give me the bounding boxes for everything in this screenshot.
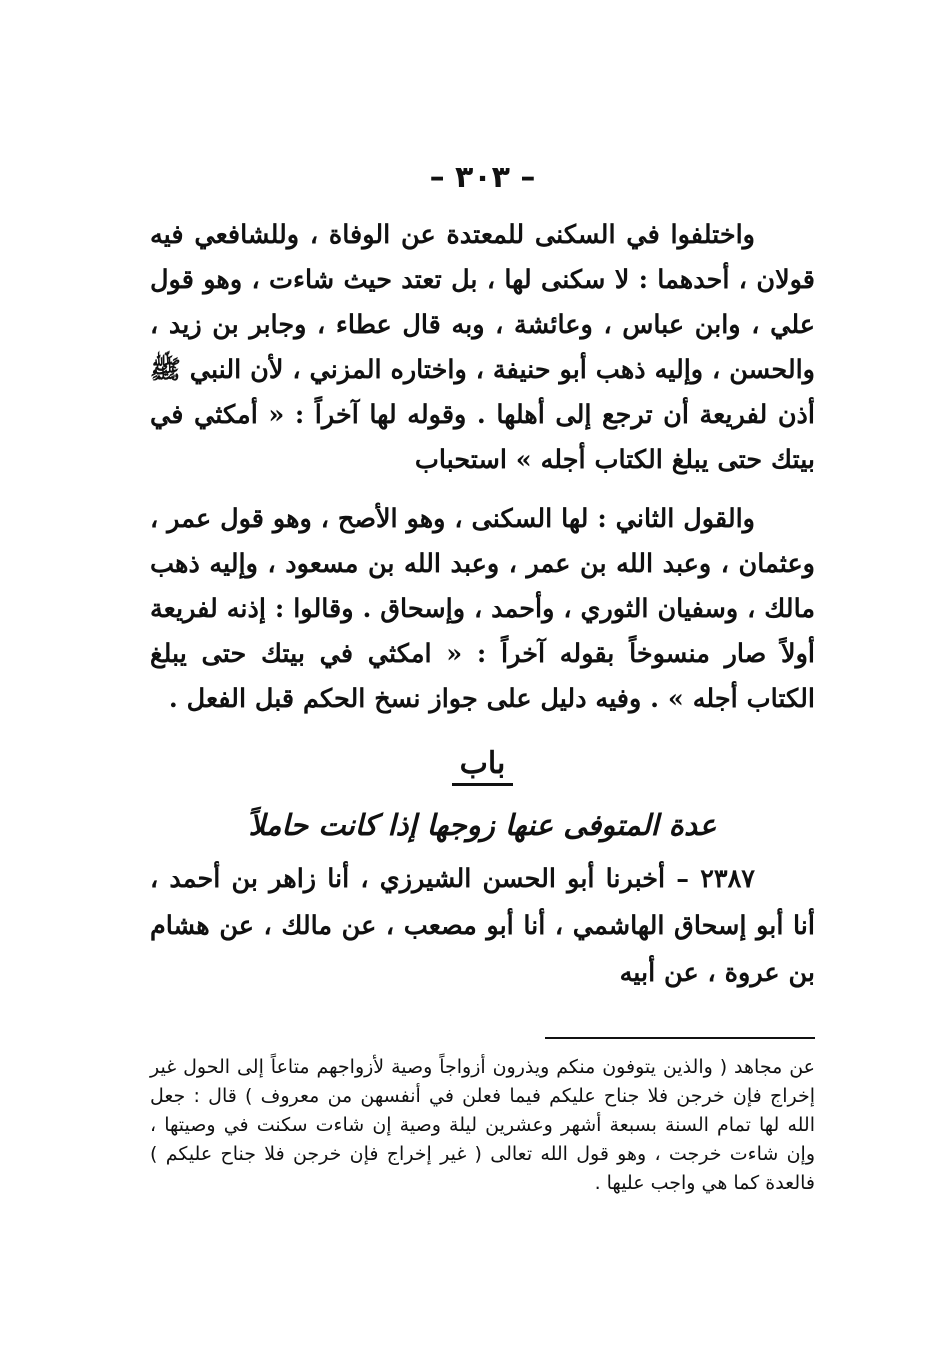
page-number: – ٣٠٣ – bbox=[429, 160, 536, 195]
main-text bbox=[150, 213, 815, 722]
book-page bbox=[150, 160, 815, 1198]
hadith-block bbox=[150, 856, 815, 997]
paragraph-first-opinion: واختلفوا في السكنى للمعتدة عن الوفاة ، وللشافعي فيه قولان ، أحدهما : لا سكنى لها ، بل تعتد حيث شاءت ، وهو قول علي ، وابن عباس ، وعائشة ، وبه قال عطاء ، وجابر بن زيد ، والحسن ، وإليه ذهب أبو حنيفة ، واختاره المزني ، لأن النبي ﷺ أذن لفريعة أن ترجع إلى أهلها . وقوله لها آخراً : « أمكثي في بيتك حتى يبلغ الكتاب أجله » استحباب bbox=[150, 220, 815, 475]
bab-label: باب bbox=[452, 746, 514, 786]
footnote-text: عن مجاهد ( والذين يتوفون منكم ويذرون أزواجاً وصية لأزواجهم متاعاً إلى الحول غير إخراج فإن خرجن فلا جناح عليكم فيما فعلن في أنفسهن من معروف ) قال : جعل الله لها تمام السنة بسبعة أشهر وعشرين ليلة وصية إن شاءت سكنت في وصيتها ، وإن شاءت خرجت ، وهو قول الله تعالى ( غير إخراج فإن خرجن فلا جناح عليكم ) فالعدة كما هي واجب عليها . bbox=[150, 1056, 815, 1194]
hadith-text: ٢٣٨٧ – أخبرنا أبو الحسن الشيرزي ، أنا زاهر بن أحمد ، أنا أبو إسحاق الهاشمي ، أنا أبو مصعب ، عن مالك ، عن هشام بن عروة ، عن أبيه bbox=[150, 864, 815, 988]
chapter-title: عدة المتوفى عنها زوجها إذا كانت حاملاً bbox=[248, 808, 717, 842]
section-heading-bab bbox=[150, 746, 815, 786]
footnote bbox=[150, 1053, 815, 1198]
footnote-divider bbox=[545, 1037, 815, 1039]
paragraph-second-opinion: والقول الثاني : لها السكنى ، وهو الأصح ، وهو قول عمر ، وعثمان ، وعبد الله بن عمر ، وعبد الله بن مسعود ، وإليه ذهب مالك ، وسفيان الثوري ، وأحمد ، وإسحاق . وقالوا : إذنه لفريعة أولاً صار منسوخاً بقوله آخراً : « امكثي في بيتك حتى يبلغ الكتاب أجله » . وفيه دليل على جواز نسخ الحكم قبل الفعل . bbox=[150, 504, 815, 714]
